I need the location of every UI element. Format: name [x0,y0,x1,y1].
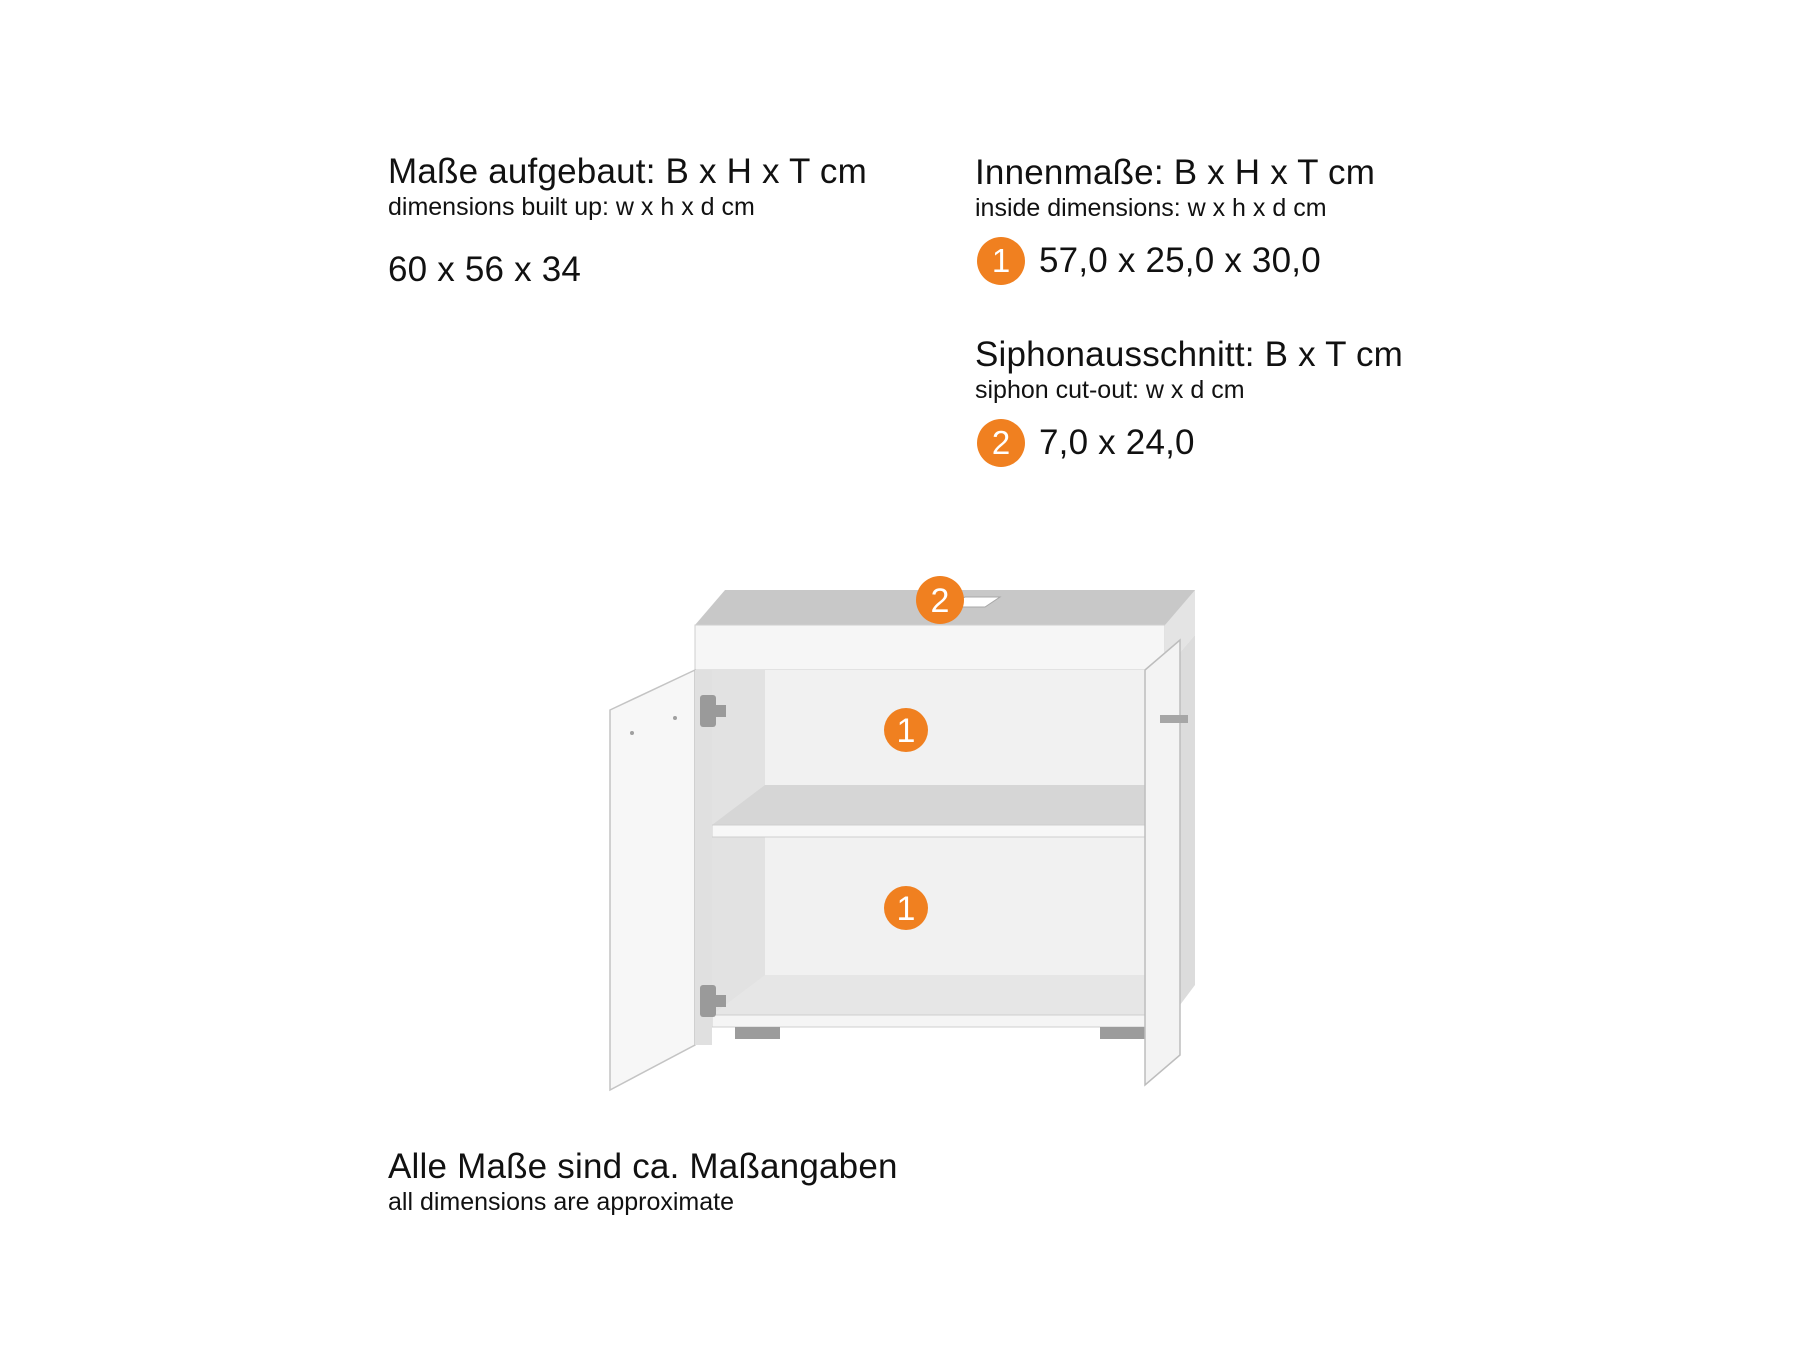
built-dimensions-title: Maße aufgebaut: B x H x T cm [388,152,867,191]
inside-dimensions-row [977,237,1375,285]
cabinet-foot-left [735,1027,780,1039]
siphon-cutout-row [977,419,1403,467]
siphon-cutout-subtitle: siphon cut-out: w x d cm [975,376,1245,404]
cabinet-top-front [695,625,1165,670]
siphon-cutout-title: Siphonausschnitt: B x T cm [975,335,1404,374]
cabinet-shelf-top [712,785,1160,825]
built-dimensions-value: 60 x 56 x 34 [388,250,582,289]
marker-top-label: 2 [930,582,950,620]
cabinet-shelf-front [712,825,1157,837]
cabinet-interior-back [765,670,1160,1025]
right-door [1145,640,1180,1085]
inside-dimensions-subtitle: inside dimensions: w x h x d cm [975,194,1327,222]
built-dimensions-subtitle: dimensions built up: w x h x d cm [388,193,755,221]
cabinet-foot-right [1100,1027,1145,1039]
footer-note-title: Alle Maße sind ca. Maßangaben [388,1147,898,1186]
inside-dimensions-badge: 1 [977,237,1025,285]
siphon-cutout-badge: 2 [977,419,1025,467]
siphon-cutout-block [975,335,1403,467]
inside-dimensions-block [975,153,1375,285]
cabinet-illustration [600,555,1200,1100]
cabinet-drawing [600,555,1200,1100]
marker-lower-compartment-label: 1 [896,890,916,928]
footer-note-subtitle: all dimensions are approximate [388,1188,735,1216]
inside-dimensions-value: 57,0 x 25,0 x 30,0 [1039,241,1321,280]
marker-top-badge [916,576,964,624]
marker-upper-compartment-badge [884,708,928,752]
cabinet-bottom [712,975,1160,1015]
inside-dimensions-title: Innenmaße: B x H x T cm [975,153,1376,192]
footer-note-block [388,1147,898,1217]
marker-upper-compartment-label: 1 [896,712,916,750]
marker-lower-compartment-badge [884,886,928,930]
cabinet-bottom-front [712,1015,1157,1027]
right-door-handle [1160,715,1188,723]
siphon-cutout-value: 7,0 x 24,0 [1039,423,1195,462]
built-dimensions-block [388,152,867,290]
left-door [610,670,695,1090]
